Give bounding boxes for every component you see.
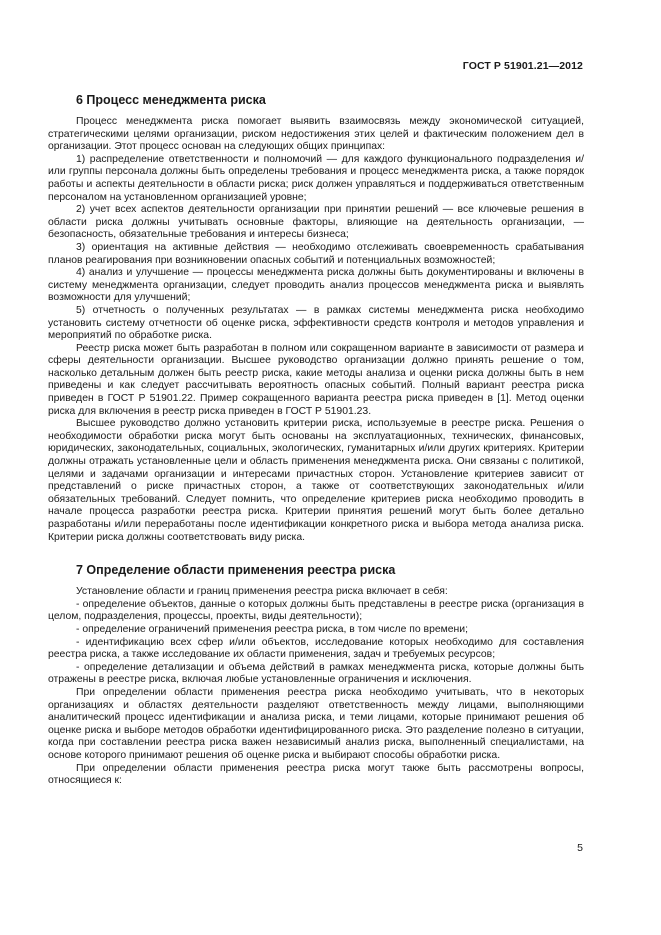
list-item: - определение ограничений применения реестра риска, в том числе по времени; bbox=[76, 623, 468, 635]
section-6-text bbox=[48, 116, 584, 544]
document-body bbox=[48, 92, 584, 788]
list-item: - определение объектов, данные о которых должны быть представлены в реестре риска (организация в целом, подразделения, процессы, проекты, виды деятельности); bbox=[48, 598, 584, 623]
paragraph: Высшее руководство должно установить критерии риска, используемые в реестре риска. Решения о необходимости обработки риска могут быть основаны на эксплуатационных, технических, финансовых, юридических, законодательных, социальных, экологических, гуманитарных и/или других критериях. Критерии должны отражать установленные цели и область применения менеджмента риска. Они связаны с политикой, целями и задачами организации и интересами причастных сторон. Установление критериев зависит от представлений о риске причастных сторон, а также от соответствующих законодательных и/или обязательных требований. Следует помнить, что определение критериев риска необходимо проводить в начале процесса разработки реестра риска. Критерии принятия решений могут быть более детально разработаны и/или переработаны после идентификации конкретного риска и выбора метода анализа риска. Критерии риска должны соответствовать виду риска. bbox=[48, 418, 584, 543]
section-6-heading: 6 Процесс менеджмента риска bbox=[76, 93, 266, 107]
section-7-text bbox=[48, 586, 584, 788]
list-item: - идентификацию всех сфер и/или объектов, исследование которых необходимо для составления реестра риска, а также исследование их области применения, задач и требуемых ресурсов; bbox=[48, 636, 584, 661]
list-item: - определение детализации и объема действий в рамках менеджмента риска, которые должны быть отражены в реестре риска, включая любые установленные ограничения и исключения. bbox=[48, 661, 584, 686]
paragraph: 4) анализ и улучшение — процессы менеджмента риска должны быть документированы и включены в систему менеджмента организации, следует проводить анализ процессов менеджмента риска и выявлять возможности для улучшений; bbox=[48, 267, 584, 304]
page-number: 5 bbox=[577, 842, 583, 854]
section-7-heading: 7 Определение области применения реестра риска bbox=[76, 563, 396, 578]
document-code: ГОСТ Р 51901.21—2012 bbox=[462, 60, 583, 72]
paragraph: При определении области применения реестра риска необходимо учитывать, что в некоторых организациях и областях деятельности разделяют ответственность между лицами, выполняющими аналитический процесс идентификации и анализа риска, и теми лицами, которые принимают решения об оценке риска и выборе методов обработки идентифицированного риска. Это разделение полезно в ситуации, когда при составлении реестра риска важен независимый анализ риска, выполненный специалистами, на основе которого принимают решения об оценке риска и выбирают способы обработки риска. bbox=[48, 686, 584, 761]
paragraph: Процесс менеджмента риска помогает выявить взаимосвязь между экономической ситуацией, стратегическими целями организации, риском недостижения этих целей и фактическим положением дел в организации. Этот процесс основан на следующих общих принципах: bbox=[48, 116, 584, 153]
paragraph: 1) распределение ответственности и полномочий — для каждого функционального подразделения и/или группы персонала должны быть определены требования и процесс менеджмента риска, а также порядок работы и аспекты деятельности в области риска; риск должен управляться и поддерживаться ответственным персоналом на установленном организацией уровне; bbox=[48, 153, 584, 203]
paragraph: 5) отчетность о полученных результатах — в рамках системы менеджмента риска необходимо установить систему отчетности об оценке риска, эффективности средств контроля и методов управления и мероприятий по обработке риска. bbox=[48, 304, 584, 342]
paragraph: При определении области применения реестра риска могут также быть рассмотрены вопросы, относящиеся к: bbox=[48, 762, 584, 787]
paragraph: 2) учет всех аспектов деятельности организации при принятии решений — все ключевые решения в области риска должны учитывать основные факторы, влияющие на деятельность организации, — безопасность, обязательные требования и интересы бизнеса; bbox=[48, 204, 584, 241]
paragraph: 3) ориентация на активные действия — необходимо отслеживать своевременность срабатывания планов реагирования при возникновении опасных событий и потенциальных возможностей; bbox=[48, 241, 584, 266]
paragraph: Установление области и границ применения реестра риска включает в себя: bbox=[76, 586, 448, 598]
paragraph: Реестр риска может быть разработан в полном или сокращенном варианте в зависимости от размера и сферы деятельности организации. Высшее руководство организации должно принять решение о том, насколько детальным должен быть реестр риска, какие методы анализа и оценки риска должны быть в нем приведены и как следует рассчитывать вероятность опасных событий. Полный вариант реестра риска приведен в ГОСТ Р 51901.22. Пример сокращенного варианта реестра риска приведен в [1]. Метод оценки риска для включения в реестр риска приведен в ГОСТ Р 51901.23. bbox=[48, 342, 584, 417]
